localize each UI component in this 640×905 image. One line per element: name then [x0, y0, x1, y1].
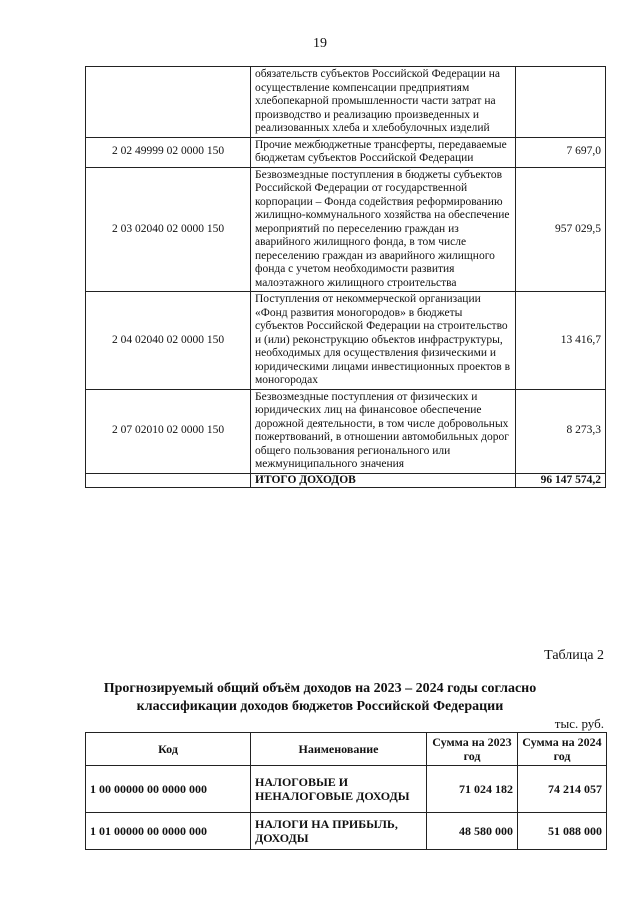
- table-title: Прогнозируемый общий объём доходов на 2023 – 2024 годы согласно классификации доходов бюджетов Российской Федерации: [103, 681, 537, 714]
- header-sum-2023: Сумма на 2023 год: [427, 733, 518, 766]
- table-row: [86, 167, 606, 292]
- table-row: [86, 292, 606, 390]
- amount-cell: [516, 67, 606, 138]
- name-cell: НАЛОГИ НА ПРИБЫЛЬ, ДОХОДЫ: [251, 813, 427, 850]
- name-cell: Безвозмездные поступления от физических и юридических лиц на финансовое обеспечение дорожной деятельности, в том числе добровольных пожертвований, в отношении автомобильных дорог общего пользования регионального или межмуниципального значения: [251, 389, 516, 473]
- units-label: тыс. руб.: [554, 716, 604, 731]
- amount-cell: 7 697,0: [516, 137, 606, 167]
- revenue-table-continued: [85, 66, 606, 488]
- name-cell: Безвозмездные поступления в бюджеты субъектов Российской Федерации от государственной корпорации – Фонда содействия реформированию жилищно-коммунального хозяйства на обеспечение мероприятий по переселению граждан из аварийного жилищного фонда, в том числе переселению граждан из аварийного жилищного фонда с учетом необходимости развития малоэтажного жилищного строительства: [251, 167, 516, 292]
- total-row: [86, 473, 606, 488]
- header-name: Наименование: [251, 733, 427, 766]
- header-code: Код: [86, 733, 251, 766]
- forecast-revenue-table: [85, 732, 607, 850]
- code-cell: 2 04 02040 02 0000 150: [86, 292, 251, 390]
- table-row: [86, 137, 606, 167]
- name-cell: НАЛОГОВЫЕ И НЕНАЛОГОВЫЕ ДОХОДЫ: [251, 766, 427, 813]
- header-sum-2024: Сумма на 2024 год: [518, 733, 607, 766]
- code-cell: [86, 67, 251, 138]
- total-amount: 96 147 574,2: [516, 473, 606, 488]
- code-cell: 1 01 00000 00 0000 000: [86, 813, 251, 850]
- amount-cell: 957 029,5: [516, 167, 606, 292]
- sum-2023-cell: 71 024 182: [427, 766, 518, 813]
- table-row: [86, 67, 606, 138]
- sum-2024-cell: 51 088 000: [518, 813, 607, 850]
- header-row: [86, 733, 607, 766]
- code-cell: 2 07 02010 02 0000 150: [86, 389, 251, 473]
- table-row: [86, 813, 607, 850]
- name-cell: Прочие межбюджетные трансферты, передаваемые бюджетам субъектов Российской Федерации: [251, 137, 516, 167]
- name-cell: обязательств субъектов Российской Федерации на осуществление компенсации предприятиям хлебопекарной промышленности части затрат на производство и реализацию произведенных и реализованных хлеба и хлебобулочных изделий: [251, 67, 516, 138]
- code-cell: 2 03 02040 02 0000 150: [86, 167, 251, 292]
- code-cell: 1 00 00000 00 0000 000: [86, 766, 251, 813]
- table-row: [86, 766, 607, 813]
- page-number: 19: [313, 36, 327, 51]
- amount-cell: 8 273,3: [516, 389, 606, 473]
- total-label: ИТОГО ДОХОДОВ: [251, 473, 516, 488]
- code-cell: 2 02 49999 02 0000 150: [86, 137, 251, 167]
- code-cell: [86, 473, 251, 488]
- name-cell: Поступления от некоммерческой организации «Фонд развития моногородов» в бюджеты субъектов Российской Федерации на строительство и (или) реконструкцию объектов инфраструктуры, необходимых для осуществления физическими и юридическими лицами инвестиционных проектов в моногородах: [251, 292, 516, 390]
- table-label: Таблица 2: [544, 648, 604, 663]
- sum-2024-cell: 74 214 057: [518, 766, 607, 813]
- amount-cell: 13 416,7: [516, 292, 606, 390]
- sum-2023-cell: 48 580 000: [427, 813, 518, 850]
- table-row: [86, 389, 606, 473]
